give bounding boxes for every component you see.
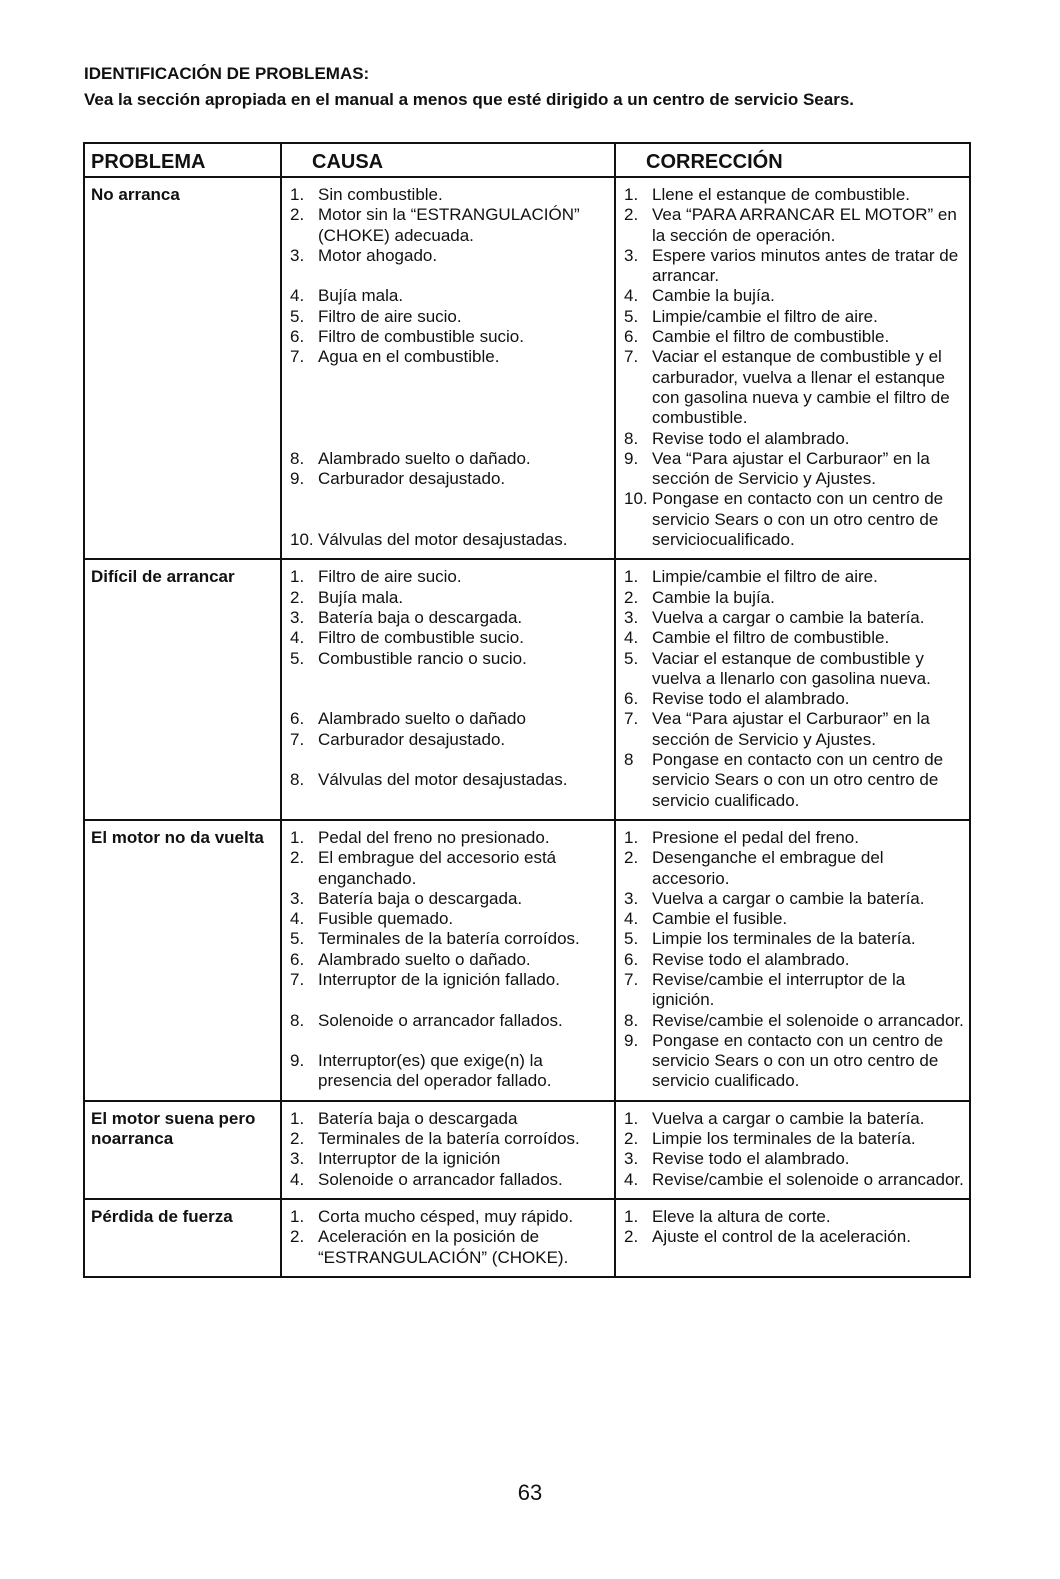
correction-item: [622, 429, 965, 449]
correction-item-text: Revise todo el alambrado.: [652, 428, 850, 448]
correction-item: [622, 848, 965, 889]
correction-item-text: Cambie el fusible.: [652, 909, 788, 929]
correction-item-text: Cambie la bujía.: [652, 286, 775, 306]
cause-item-number: 5.: [290, 929, 305, 949]
cause-item-text: Combustible rancio o sucio.: [318, 648, 527, 668]
cause-cell-list: [288, 567, 610, 790]
correction-item: [622, 929, 965, 949]
table-row: [84, 559, 970, 820]
correction-item: [622, 889, 965, 909]
cause-item: [288, 1149, 610, 1169]
correction-item-number: 1.: [624, 827, 639, 847]
correction-item: [622, 205, 965, 246]
cause-item: [288, 1129, 610, 1149]
cause-item: [288, 1207, 610, 1227]
problem-cell: [84, 820, 281, 1101]
correction-item-text: Revise todo el alambrado.: [652, 1149, 850, 1169]
cause-item-text: Interruptor(es) que exige(n) la presencia del operador fallado.: [318, 1051, 552, 1091]
cause-item-number: 5.: [290, 648, 305, 668]
cause-item: [288, 1170, 610, 1190]
cause-item-number: 4.: [290, 909, 305, 929]
table-row: [84, 1199, 970, 1277]
correction-item-text: Vaciar el estanque de combustible y el carburador, vuelva a llenar el estanque con gasolina nueva y cambie el filtro de combustible.: [652, 347, 950, 428]
page-subtitle: Vea la sección apropiada en el manual a menos que esté dirigido a un centro de servicio Sears.: [84, 90, 855, 109]
cause-item-number: 2.: [290, 1129, 305, 1149]
correction-item-number: 1.: [624, 1108, 639, 1128]
correction-item: [622, 970, 965, 1011]
correction-item-text: Eleve la altura de corte.: [652, 1206, 831, 1226]
cause-item-text: Motor ahogado.: [318, 245, 438, 265]
cause-item-number: 2.: [290, 1227, 305, 1247]
cause-item: [288, 649, 610, 669]
cause-item-number: 3.: [290, 888, 305, 908]
correction-item: [622, 750, 965, 811]
cause-item-text: Interruptor de la ignición fallado.: [318, 969, 560, 989]
cause-cell: [281, 559, 615, 820]
correction-cell-list: [622, 1109, 965, 1190]
correction-item-text: Pongase en contacto con un centro de servicio Sears o con un otro centro de servicio cualificado.: [652, 750, 944, 810]
cause-item-text: Alambrado suelto o dañado.: [318, 448, 531, 468]
correction-item-number: 5.: [624, 306, 639, 326]
correction-item-text: Pongase en contacto con un centro de servicio Sears o con un otro centro de serviciocualificado.: [652, 489, 944, 550]
cause-cell: [281, 820, 615, 1101]
cause-item: [288, 950, 610, 970]
correction-item: [622, 347, 965, 428]
cause-item: [288, 828, 610, 848]
problem-cell: [84, 177, 281, 559]
correction-item-text: Vea “PARA ARRANCAR EL MOTOR” en la sección de operación.: [652, 205, 957, 245]
correction-item-number: 2.: [624, 205, 639, 225]
correction-item-text: Revise/cambie el solenoide o arrancador.: [652, 1169, 964, 1189]
correction-item: [622, 1129, 965, 1149]
cause-item: [288, 246, 610, 266]
correction-item: [622, 286, 965, 306]
cause-item-text: Interruptor de la ignición: [318, 1149, 501, 1169]
problem-cell: [84, 1101, 281, 1199]
correction-item-number: 4.: [624, 628, 639, 648]
correction-item-number: 6.: [624, 949, 639, 969]
correction-item: [622, 950, 965, 970]
cause-item: [288, 185, 610, 205]
cause-item-text: Bujía mala.: [318, 286, 404, 306]
correction-item-number: 8.: [624, 1010, 639, 1030]
cause-item-number: 1.: [290, 185, 305, 204]
troubleshooting-table: [83, 142, 971, 1278]
cause-cell-list: [288, 1207, 610, 1268]
correction-item: [622, 608, 965, 628]
correction-item-number: 5.: [624, 929, 639, 949]
cause-item-number: 9.: [290, 1051, 305, 1071]
troubleshooting-heading: [84, 64, 984, 110]
correction-cell-list: [622, 185, 965, 550]
correction-item: [622, 588, 965, 608]
correction-item-number: 3.: [624, 607, 639, 627]
cause-item: [288, 770, 610, 790]
correction-item-number: 5.: [624, 648, 639, 668]
cause-item-number: 2.: [290, 205, 305, 225]
correction-cell-list: [622, 1207, 965, 1248]
cause-item-text: Filtro de aire sucio.: [318, 567, 462, 587]
cause-item: [288, 1011, 610, 1031]
correction-item: [622, 1011, 965, 1031]
correction-item-number: 8.: [624, 428, 639, 448]
cause-item-text: Sin combustible.: [318, 185, 443, 204]
correction-item-text: Revise todo el alambrado.: [652, 949, 850, 969]
page-title: IDENTIFICACIÓN DE PROBLEMAS:: [84, 64, 370, 83]
cause-item-number: 3.: [290, 607, 305, 627]
cause-item-number: 6.: [290, 709, 305, 729]
cause-item: [288, 709, 610, 729]
cause-cell: [281, 1101, 615, 1199]
correction-item-text: Vuelva a cargar o cambie la batería.: [652, 1108, 925, 1128]
cause-item-text: Bujía mala.: [318, 587, 404, 607]
cause-item-text: Alambrado suelto o dañado: [318, 709, 526, 729]
correction-item-number: 2.: [624, 1227, 639, 1247]
correction-cell: [615, 1199, 970, 1277]
correction-item-text: Cambie el filtro de combustible.: [652, 628, 890, 648]
cause-item-number: 7.: [290, 969, 305, 989]
correction-cell: [615, 559, 970, 820]
correction-item-number: 6.: [624, 327, 639, 347]
correction-item: [622, 649, 965, 690]
cause-item: [288, 1051, 610, 1092]
correction-item-text: Limpie/cambie el filtro de aire.: [652, 306, 878, 326]
cause-item-text: Batería baja o descargada.: [318, 888, 523, 908]
cause-item-text: Filtro de combustible sucio.: [318, 327, 524, 347]
correction-item-text: Limpie los terminales de la batería.: [652, 929, 916, 949]
cause-item-text: Pedal del freno no presionado.: [318, 827, 550, 847]
correction-item-text: Desenganche el embrague del accesorio.: [652, 848, 884, 888]
correction-item: [622, 1109, 965, 1129]
correction-cell-list: [622, 567, 965, 811]
cause-item-number: 8.: [290, 448, 305, 468]
cause-item: [288, 1227, 610, 1268]
table-row: [84, 177, 970, 559]
problem-label: Difícil de arrancar: [91, 567, 235, 587]
header-correccion: CORRECCIÓN: [615, 143, 970, 177]
cause-item: [288, 929, 610, 949]
correction-item: [622, 1227, 965, 1247]
correction-item-number: 4.: [624, 1169, 639, 1189]
correction-item-number: 7.: [624, 347, 639, 367]
correction-item: [622, 489, 965, 550]
correction-item-text: Llene el estanque de combustible.: [652, 185, 911, 204]
cause-item-text: Aceleración en la posición de “ESTRANGULACIÓN” (CHOKE).: [318, 1227, 569, 1267]
cause-item-text: Solenoide o arrancador fallados.: [318, 1010, 563, 1030]
correction-item-text: Limpie los terminales de la batería.: [652, 1129, 916, 1149]
correction-item-number: 2.: [624, 1129, 639, 1149]
correction-cell-list: [622, 828, 965, 1092]
correction-item: [622, 689, 965, 709]
cause-item: [288, 909, 610, 929]
cause-cell-list: [288, 828, 610, 1092]
cause-item-text: Batería baja o descargada: [318, 1108, 518, 1128]
cause-item-number: 6.: [290, 949, 305, 969]
cause-item-number: 7.: [290, 729, 305, 749]
correction-item-number: 10.: [624, 489, 648, 509]
correction-item-text: Vea “Para ajustar el Carburaor” en la sección de Servicio y Ajustes.: [652, 709, 930, 749]
correction-item: [622, 327, 965, 347]
cause-cell: [281, 1199, 615, 1277]
cause-item-number: 1.: [290, 567, 305, 587]
cause-item-number: 2.: [290, 587, 305, 607]
correction-cell: [615, 1101, 970, 1199]
cause-item-text: Batería baja o descargada.: [318, 607, 523, 627]
cause-item: [288, 588, 610, 608]
cause-item-number: 4.: [290, 286, 305, 306]
correction-item-text: Vuelva a cargar o cambie la batería.: [652, 607, 925, 627]
page-number: 63: [517, 1480, 543, 1505]
header-problema: PROBLEMA: [84, 143, 281, 177]
cause-item-number: 1.: [290, 827, 305, 847]
cause-item: [288, 608, 610, 628]
correction-item-number: 6.: [624, 689, 639, 709]
cause-item: [288, 970, 610, 990]
correction-item-text: Revise/cambie el interruptor de la ignición.: [652, 969, 906, 1010]
correction-item-text: Limpie/cambie el filtro de aire.: [652, 567, 878, 587]
correction-item-number: 2.: [624, 848, 639, 868]
table-row: [84, 1101, 970, 1199]
correction-item-text: Vuelva a cargar o cambie la batería.: [652, 888, 925, 908]
cause-item-text: Corta mucho césped, muy rápido.: [318, 1206, 574, 1226]
cause-item-number: 1.: [290, 1206, 305, 1226]
cause-item: [288, 347, 610, 367]
cause-item: [288, 889, 610, 909]
cause-item-number: 4.: [290, 1169, 305, 1189]
correction-item-number: 3.: [624, 245, 639, 265]
cause-item: [288, 449, 610, 469]
cause-item-text: Solenoide o arrancador fallados.: [318, 1169, 563, 1189]
correction-item-number: 3.: [624, 888, 639, 908]
cause-item: [288, 567, 610, 587]
problem-cell: [84, 559, 281, 820]
cause-item-number: 6.: [290, 327, 305, 347]
correction-item-number: 1.: [624, 185, 639, 204]
correction-item-number: 7.: [624, 709, 639, 729]
correction-item-text: Revise/cambie el solenoide o arrancador.: [652, 1010, 964, 1030]
cause-item-number: 7.: [290, 347, 305, 367]
problem-cell: [84, 1199, 281, 1277]
cause-item: [288, 286, 610, 306]
correction-item-text: Espere varios minutos antes de tratar de arrancar.: [652, 245, 959, 286]
correction-item-number: 4.: [624, 909, 639, 929]
correction-item: [622, 307, 965, 327]
correction-item: [622, 1149, 965, 1169]
problem-label: Pérdida de fuerza: [91, 1206, 233, 1226]
cause-item-text: El embrague del accesorio está enganchado.: [318, 848, 557, 888]
cause-item: [288, 848, 610, 889]
cause-item-text: Filtro de aire sucio.: [318, 306, 462, 326]
correction-item: [622, 1031, 965, 1092]
correction-cell: [615, 177, 970, 559]
cause-item-text: Carburador desajustado.: [318, 469, 506, 489]
correction-item-text: Vaciar el estanque de combustible y vuelva a llenarlo con gasolina nueva.: [652, 648, 931, 688]
table-row: [84, 820, 970, 1101]
cause-item-text: Alambrado suelto o dañado.: [318, 949, 531, 969]
cause-item-number: 3.: [290, 245, 305, 265]
cause-item: [288, 469, 610, 489]
cause-item-text: Válvulas del motor desajustadas.: [318, 770, 568, 790]
correction-item-number: 1.: [624, 567, 639, 587]
cause-item-number: 8.: [290, 1010, 305, 1030]
cause-item-text: Terminales de la batería corroídos.: [318, 1129, 580, 1149]
cause-item-number: 2.: [290, 848, 305, 868]
correction-item: [622, 628, 965, 648]
header-causa: CAUSA: [281, 143, 615, 177]
correction-item-number: 7.: [624, 969, 639, 989]
correction-item: [622, 185, 965, 205]
correction-item: [622, 246, 965, 287]
cause-item: [288, 730, 610, 750]
correction-item-text: Vea “Para ajustar el Carburaor” en la sección de Servicio y Ajustes.: [652, 448, 930, 489]
correction-item-number: 3.: [624, 1149, 639, 1169]
correction-item-text: Cambie la bujía.: [652, 587, 775, 607]
cause-item-text: Terminales de la batería corroídos.: [318, 929, 580, 949]
correction-item-number: 1.: [624, 1206, 639, 1226]
cause-item-number: 4.: [290, 628, 305, 648]
cause-item: [288, 307, 610, 327]
correction-item-text: Presione el pedal del freno.: [652, 827, 859, 847]
correction-item: [622, 1207, 965, 1227]
cause-item-text: Carburador desajustado.: [318, 729, 506, 749]
cause-cell: [281, 177, 615, 559]
correction-item-number: 9.: [624, 1030, 639, 1050]
correction-item-number: 9.: [624, 448, 639, 468]
correction-item-number: 8: [624, 750, 634, 770]
correction-item-text: Cambie el filtro de combustible.: [652, 327, 890, 347]
cause-item-text: Filtro de combustible sucio.: [318, 628, 524, 648]
table-body: [84, 177, 970, 1277]
cause-item: [288, 628, 610, 648]
cause-item-number: 10.: [290, 530, 314, 550]
correction-item: [622, 909, 965, 929]
correction-item-text: Ajuste el control de la aceleración.: [652, 1227, 911, 1247]
cause-item: [288, 327, 610, 347]
cause-item-number: 8.: [290, 770, 305, 790]
cause-item-number: 9.: [290, 469, 305, 489]
correction-item: [622, 1170, 965, 1190]
cause-item: [288, 205, 610, 246]
correction-item-text: Pongase en contacto con un centro de servicio Sears o con un otro centro de servicio cualificado.: [652, 1030, 944, 1091]
cause-item-text: Válvulas del motor desajustadas.: [318, 530, 568, 550]
cause-item: [288, 1109, 610, 1129]
cause-item-text: Motor sin la “ESTRANGULACIÓN” (CHOKE) adecuada.: [318, 205, 580, 245]
cause-item-text: Agua en el combustible.: [318, 347, 500, 367]
cause-cell-list: [288, 1109, 610, 1190]
correction-cell: [615, 820, 970, 1101]
cause-item-number: 5.: [290, 306, 305, 326]
problem-label: El motor no da vuelta: [91, 827, 264, 847]
correction-item: [622, 709, 965, 750]
problem-label: No arranca: [91, 185, 180, 204]
table-header-row: [84, 143, 970, 177]
cause-item: [288, 530, 610, 550]
correction-item: [622, 449, 965, 490]
cause-item-number: 1.: [290, 1108, 305, 1128]
correction-item-number: 2.: [624, 587, 639, 607]
problem-label: El motor suena pero noarranca: [91, 1108, 256, 1148]
correction-item-number: 4.: [624, 286, 639, 306]
correction-item-text: Revise todo el alambrado.: [652, 689, 850, 709]
cause-item-number: 3.: [290, 1149, 305, 1169]
cause-cell-list: [288, 185, 610, 550]
correction-item: [622, 828, 965, 848]
correction-item: [622, 567, 965, 587]
cause-item-text: Fusible quemado.: [318, 909, 454, 929]
